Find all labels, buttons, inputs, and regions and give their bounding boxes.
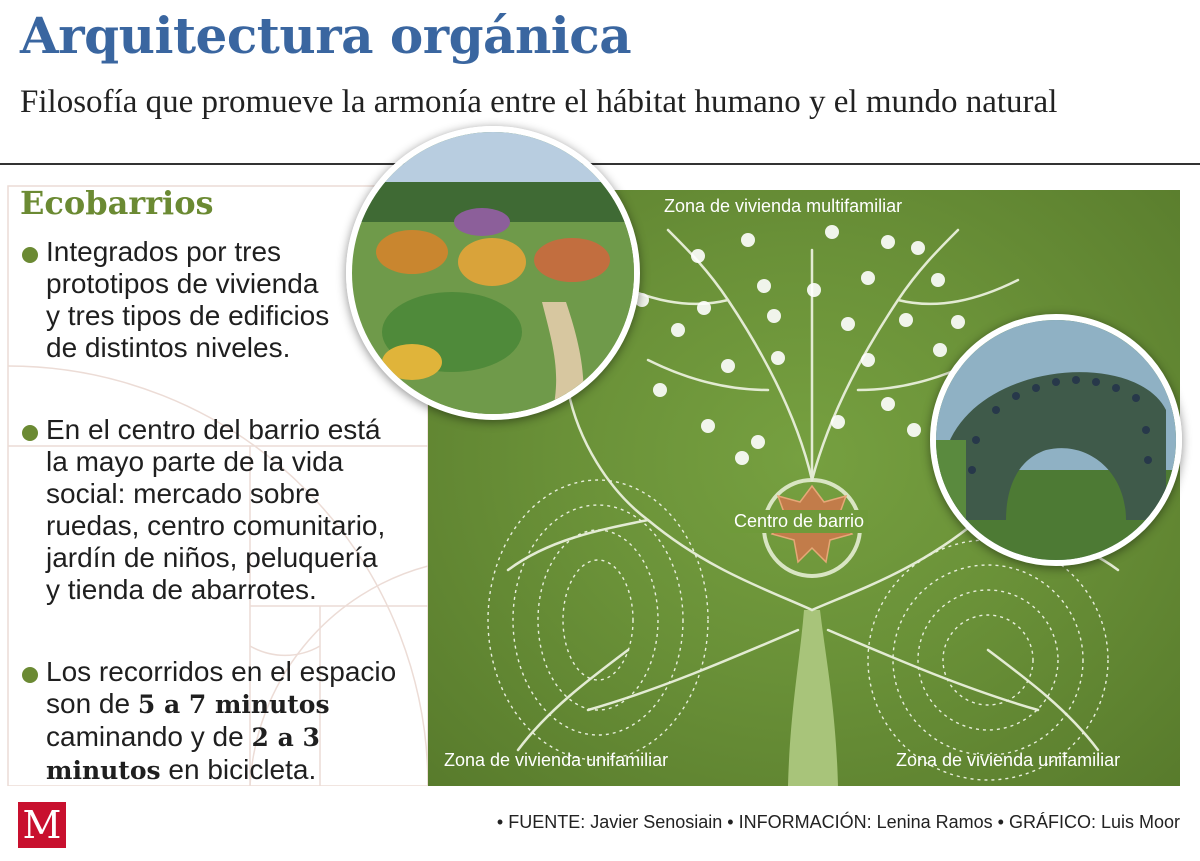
brand-logo: M: [18, 802, 66, 848]
bullet-item: [22, 414, 385, 606]
page-title: Arquitectura orgánica: [20, 6, 632, 65]
zone-label-unifamiliar-right: Zona de vivienda unifamiliar: [896, 750, 1121, 770]
page-subtitle: Filosofía que promueve la armonía entre el hábitat humano y el mundo natural: [20, 84, 1058, 120]
bullet-item: [22, 236, 329, 364]
photo-arch-building: [930, 314, 1182, 566]
bullet-dot-icon: [22, 247, 38, 263]
section-title: Ecobarrios: [20, 184, 214, 222]
zone-label-center: Centro de barrio: [730, 510, 868, 533]
leaf-cluster-right: [868, 540, 1108, 780]
bullet-text: Los recorridos en el espacio son de 5 a 7 minutos caminando y de 2 a 3 minutos en bicicleta.: [46, 656, 397, 785]
zone-label-multifamiliar: Zona de vivienda multifamiliar: [664, 196, 903, 216]
leaf-cluster-left: [488, 480, 708, 760]
flower-dots: [635, 225, 971, 465]
bullet-text: Integrados por tres prototipos de vivienda y tres tipos de edificios de distintos niveles.: [46, 236, 330, 363]
bullet-dot-icon: [22, 667, 38, 683]
credits-line: • FUENTE: Javier Senosiain • INFORMACIÓN: Lenina Ramos • GRÁFICO: Luis Moor: [496, 812, 1180, 832]
header-divider: [0, 163, 1200, 165]
photo-organic-houses: [346, 126, 640, 420]
zone-label-unifamiliar-left: Zona de vivienda unifamiliar: [444, 750, 669, 770]
bullet-item: [22, 656, 396, 787]
photo-arch-building-image: [936, 320, 1176, 560]
bullet-dot-icon: [22, 425, 38, 441]
tree-trunk: [788, 610, 838, 786]
bullet-text: En el centro del barrio está la mayo parte de la vida social: mercado sobre ruedas, centro comunitario, jardín de niños, peluquería y tienda de abarrotes.: [46, 414, 386, 605]
photo-organic-houses-image: [352, 132, 634, 414]
